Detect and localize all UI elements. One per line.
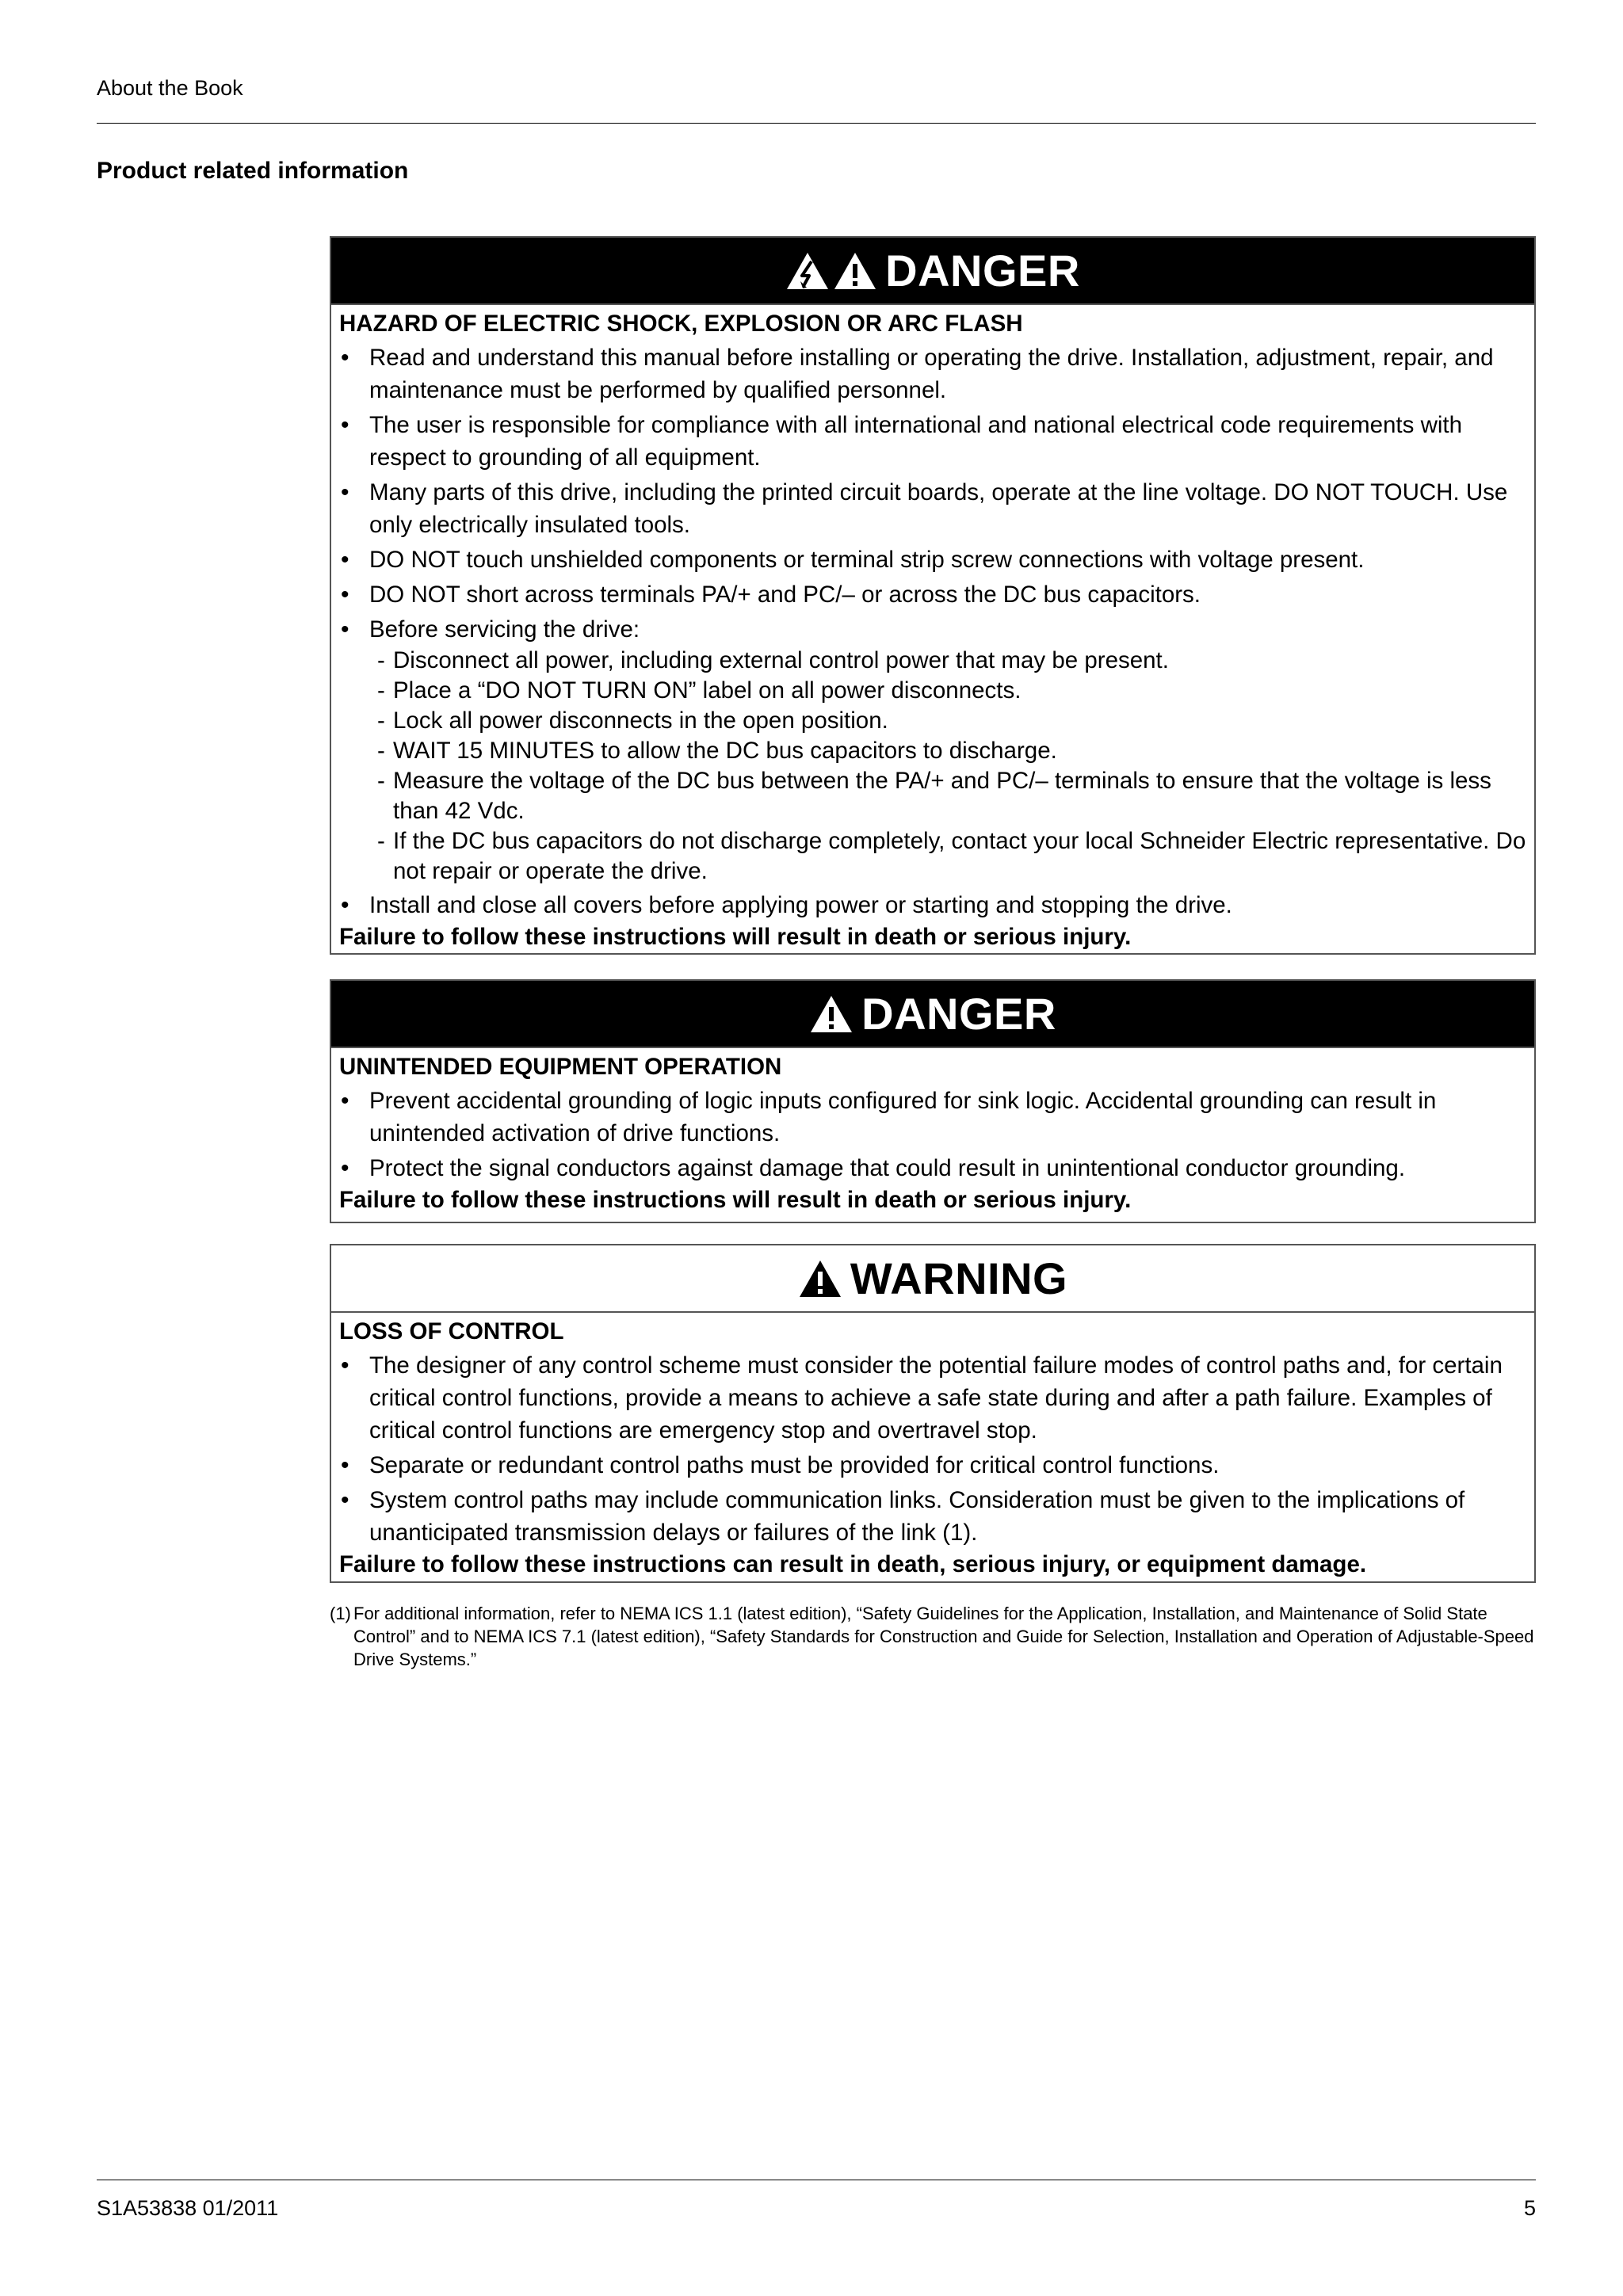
footnote [330, 1602, 1534, 1671]
page-number: 5 [1523, 2196, 1536, 2220]
sub-list-item: - If the DC bus capacitors do not discharge completely, contact your local Schneider Electric representative. Do not repair or operate the drive. [369, 826, 1526, 887]
list-item: • Protect the signal conductors against damage that could result in unintentional conductor grounding. [339, 1152, 1526, 1184]
signal-word: DANGER [885, 246, 1080, 296]
sub-list-item: - Measure the voltage of the DC bus between the PA/+ and PC/– terminals to ensure that the voltage is less than 42 Vdc. [369, 766, 1526, 826]
document-id: S1A53838 01/2011 [97, 2196, 279, 2220]
list-item: • Separate or redundant control paths must be provided for critical control functions. [339, 1449, 1526, 1482]
running-header: About the Book [97, 76, 243, 100]
warning-header [331, 1245, 1534, 1313]
danger-box-unintended-operation [330, 979, 1536, 1223]
sub-list-item: - Disconnect all power, including external control power that may be present. [369, 646, 1526, 676]
list-item: • DO NOT short across terminals PA/+ and PC/– or across the DC bus capacitors. [339, 578, 1526, 611]
sub-list-item: - Place a “DO NOT TURN ON” label on all power disconnects. [369, 676, 1526, 706]
consequence-statement: Failure to follow these instructions can result in death, serious injury, or equipment damage. [339, 1551, 1367, 1577]
list-item: • Install and close all covers before applying power or starting and stopping the drive. [339, 889, 1526, 921]
danger-box-electric-shock [330, 236, 1536, 955]
list-item-label: Before servicing the drive: [369, 616, 640, 643]
list-item: • Many parts of this drive, including the printed circuit boards, operate at the line voltage. DO NOT TOUCH. Use only electrically insulated tools. [339, 476, 1526, 541]
warning-triangle-icon [798, 1259, 842, 1299]
signal-word: DANGER [861, 989, 1056, 1039]
danger-header [331, 238, 1534, 305]
list-item: • System control paths may include communication links. Consideration must be given to the implications of unanticipated transmission delays or failures of the link (1). [339, 1484, 1526, 1549]
footnote-mark: (1) [330, 1604, 351, 1623]
section-title: Product related information [97, 158, 409, 184]
signal-word: WARNING [850, 1253, 1068, 1303]
danger-header [331, 981, 1534, 1048]
list-item: • DO NOT touch unshielded components or terminal strip screw connections with voltage present. [339, 543, 1526, 576]
header-rule [97, 123, 1536, 124]
consequence-statement: Failure to follow these instructions will result in death or serious injury. [339, 924, 1132, 950]
electric-shock-triangle-icon [785, 251, 830, 291]
consequence-statement: Failure to follow these instructions will result in death or serious injury. [339, 1187, 1132, 1213]
warning-triangle-icon [809, 994, 854, 1034]
hazard-title: UNINTENDED EQUIPMENT OPERATION [339, 1054, 782, 1080]
warning-box-loss-of-control [330, 1244, 1536, 1583]
list-item: • Read and understand this manual before installing or operating the drive. Installation, adjustment, repair, and maintenance must be performed by qualified personnel. [339, 341, 1526, 406]
list-item: • Prevent accidental grounding of logic inputs configured for sink logic. Accidental grounding can result in unintended activation of drive functions. [339, 1085, 1526, 1150]
list-item-servicing [339, 613, 1526, 887]
sub-list-item: - Lock all power disconnects in the open position. [369, 706, 1526, 736]
footnote-text: For additional information, refer to NEMA ICS 1.1 (latest edition), “Safety Guidelines for the Application, Installation, and Maintenance of Solid State Control” and to NEMA ICS 7.1 (latest edition), “Safety Standards for Construction and Guide for Selection, Installation and Operation of Adjustable-Speed Drive Systems.” [353, 1604, 1534, 1669]
hazard-title: HAZARD OF ELECTRIC SHOCK, EXPLOSION OR ARC FLASH [339, 311, 1023, 337]
warning-triangle-icon [833, 251, 877, 291]
list-item: • The designer of any control scheme must consider the potential failure modes of control paths and, for certain critical control functions, provide a means to achieve a safe state during and after a path failure. Examples of critical control functions are emergency stop and overtravel stop. [339, 1349, 1526, 1447]
list-item: • The user is responsible for compliance with all international and national electrical code requirements with respect to grounding of all equipment. [339, 409, 1526, 474]
sub-list-item: - WAIT 15 MINUTES to allow the DC bus capacitors to discharge. [369, 736, 1526, 766]
hazard-title: LOSS OF CONTROL [339, 1318, 564, 1344]
